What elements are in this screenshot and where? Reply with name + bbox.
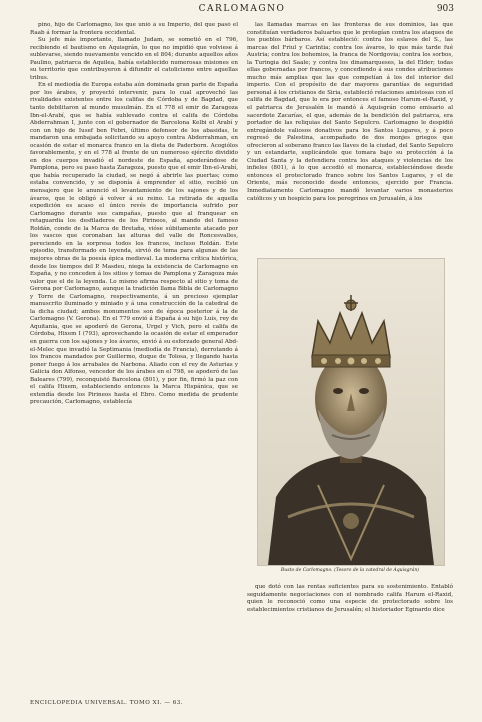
right-column-lower — [247, 584, 453, 614]
bust-portrait-image — [257, 258, 445, 566]
bust-illustration — [258, 259, 444, 565]
paragraph: pino, hijo de Carlomagno, los que unió á su Imperio, del que pasó el Raab á formar la frontera occidental. — [30, 22, 238, 36]
paragraph: En el mediodía de Europa estaba aún dominada gran parte de España por los árabes, y proyectó intervenir, para lo cual aprovechó las rivalidades existentes entre los califas de Córdoba y de Bagdad, que tanto debilitaron al mundo musulmán. En el 778 el emir de Zaragoza Ibn-el-Arabí, que se había sublevado contra el califa de Córdoba Abderrahman I, junto con el gobernador de Barcelona Kelbi el Arabí y con un hijo de Iusef ben Febri, último defensor de los abasidas, le mandaron una embajada solicitando su apoyo contra Abderrahman, en ocasión de estar el monarca franco en la dieta de Paderborn. Acogiólos favorablemente, y en el 778 al frente de un numeroso ejército dividido en dos cuerpos invadió el nordeste de España, apoderándose de Pamplona, pero su paso hasta Zaragoza, puesto que el emir Ibn-el-Arabí, que había recuperado la ciudad, se negó á abrirle las puertas; como estaba convencido, y se disponía á emprender el sitio, recibió un mensajero que le anunció el levantamiento de los sajones y de los ávaros, que le obligó á volver á su reino. La retirada de aquella expedición es acaso el único revés de importancia sufrido por Carlomagno durante sus campañas, puesto que al franquear en retaguardia los desfiladeros de los Pirineos, al mando del famoso Roldán, conde de la Marca de Bretaña, vióse súbitamente atacado por los vascos que coronaban las alturas del valle de Roncesvalles, pereciendo en la sorpresa todos los francos, incluso Roldán. Este episodio, transformado en leyenda, sirvió de tema para algunas de las mejores obras de la poesía épica medieval. La moderna crítica histórica, desde los tiempos del P. Masdeu, niega la existencia de Carlomagno en España, y no conceden á los sitios y tomas de Pamplona y Zaragoza más valor que el de la leyenda. Lo mismo afirma respecto al sitio y toma de Gerona por Carlomagno, aunque la tradición llama Bibla de Carlomagno y Torre de Carlomagno, respectivamente, á un precioso ejemplar manuscrito iluminado y miniado y á una construcción de la catedral de la dicha ciudad; ambos monumentos son de época posterior á la de Carlomagno (V. Gerona). En el 779 envió á España á su hijo Luis, rey de Aquitania, que se apoderó de Gerona, Urgel y Vich, pero el califa de Córdoba, Hixem I (793), aprovechando la ocasión de estar el emperador en guerra con los sajones y los ávaros, envió á su esforzado general Abd-el-Melec que invadió la Septimania (mediodía de Francia), derrotando á los francos mandados por Guillermo, duque de Tolosa, y llegando hasta poner fuego á los arrabales de Narbona. Aliado con el rey de Asturias y Galicia don Alfonso, vencedor de los árabes en el 798, se apoderó de las Baleares (799), reconquistó Barcelona (801), y por fin, firmó la paz con el califa Hixem, estableciendo entonces la Marca Hispánica, que se extendía desde los Pirineos hasta el Ebro. Como medida de prudente precaución, Carlomagno, establecía — [30, 82, 238, 406]
running-title: CARLOMAGNO — [198, 4, 286, 14]
page-header — [30, 4, 454, 20]
paragraph: que dotó con las rentas suficientes para su sostenimiento. Entabló seguidamente negociaciones con el nombrado califa Harum el-Raxid, quien le reconoció como una especie de protectorado sobre los establecimientos cristianos de Jerusalén; el historiador Eginardo dice — [247, 584, 453, 613]
paragraph: Su jefe más importante, llamado Judam, se sometió en el 796, recibiendo el bautismo en Aquisgrán, lo que no impidió que volviese á sublevarse, siendo nuevamente vencido en el 804; durante aquellos años Paulino, patriarca de Aquilea, había establecido numerosas misiones en su territorio que contribuyeron á difundir el catolicismo entre aquellas tribus. — [30, 37, 238, 81]
right-column — [247, 22, 453, 698]
figure-caption: Busto de Carlomagno. (Tesoro de la catedral de Aquisgrán) — [280, 568, 420, 573]
page-footer: ENCICLOPEDIA UNIVERSAL. TOMO XI. — 63. — [30, 700, 184, 706]
figure — [247, 254, 453, 580]
left-column — [30, 22, 238, 698]
page-number: 903 — [436, 4, 454, 14]
paragraph: las llamadas marcas en las fronteras de sus dominios, las que constituían verdaderos baluartes que le protegían contra los ataques de los pueblos bárbaros. Así estableció: contra los eslavos del S., las marcas del Friul y Carintia; contra los ávaros, lo que más tarde fué Austria; contra los bohemios, la franca de Nordgovia; contra los sorbos, la Turingia del Saale; y contra los dinamarqueses, la del Elder; todas ellas gobernadas por francos, y concediendo á sus condes atribuciones mucho más amplias que las que competían á los del interior del imperio. Con el propósito de dar mayores garantías de seguridad personal á los cristianos de Siria, estableció relaciones amistosas con el califa de Bagdad, que lo era por entonces el famoso Harum-el-Raxid, y el patriarca de Jerusalén le mandó á Aquisgrán como emisario al sacerdote Zacarías, el que, además de la bendición del patriarca, era portador de las reliquias del Santo Sepulcro. Carlomagno le despidió entregándole valiosos donativos para los Santos Lugares, y á poco regresó de Palestina, acompañado de dos monjes griegos que ofrecieron al soberano franco las llaves de la ciudad, del Santo Sepulcro y un estandarte, suplicándole que tomara bajo su protección á la Ciudad Santa y la defendiera contra los ataques y violencias de los infieles (801), á lo que accedió el monarca, estableciéndose desde entonces el protectorado franco sobre los Santos Lugares, y el de Oriente, más reconocido desde entonces, ejercido por Francia. Inmediatamente Carlomagno mandó levantar varios monasterios católicos y un hospicio para los peregrinos en Jerusalén, á los — [247, 22, 453, 202]
